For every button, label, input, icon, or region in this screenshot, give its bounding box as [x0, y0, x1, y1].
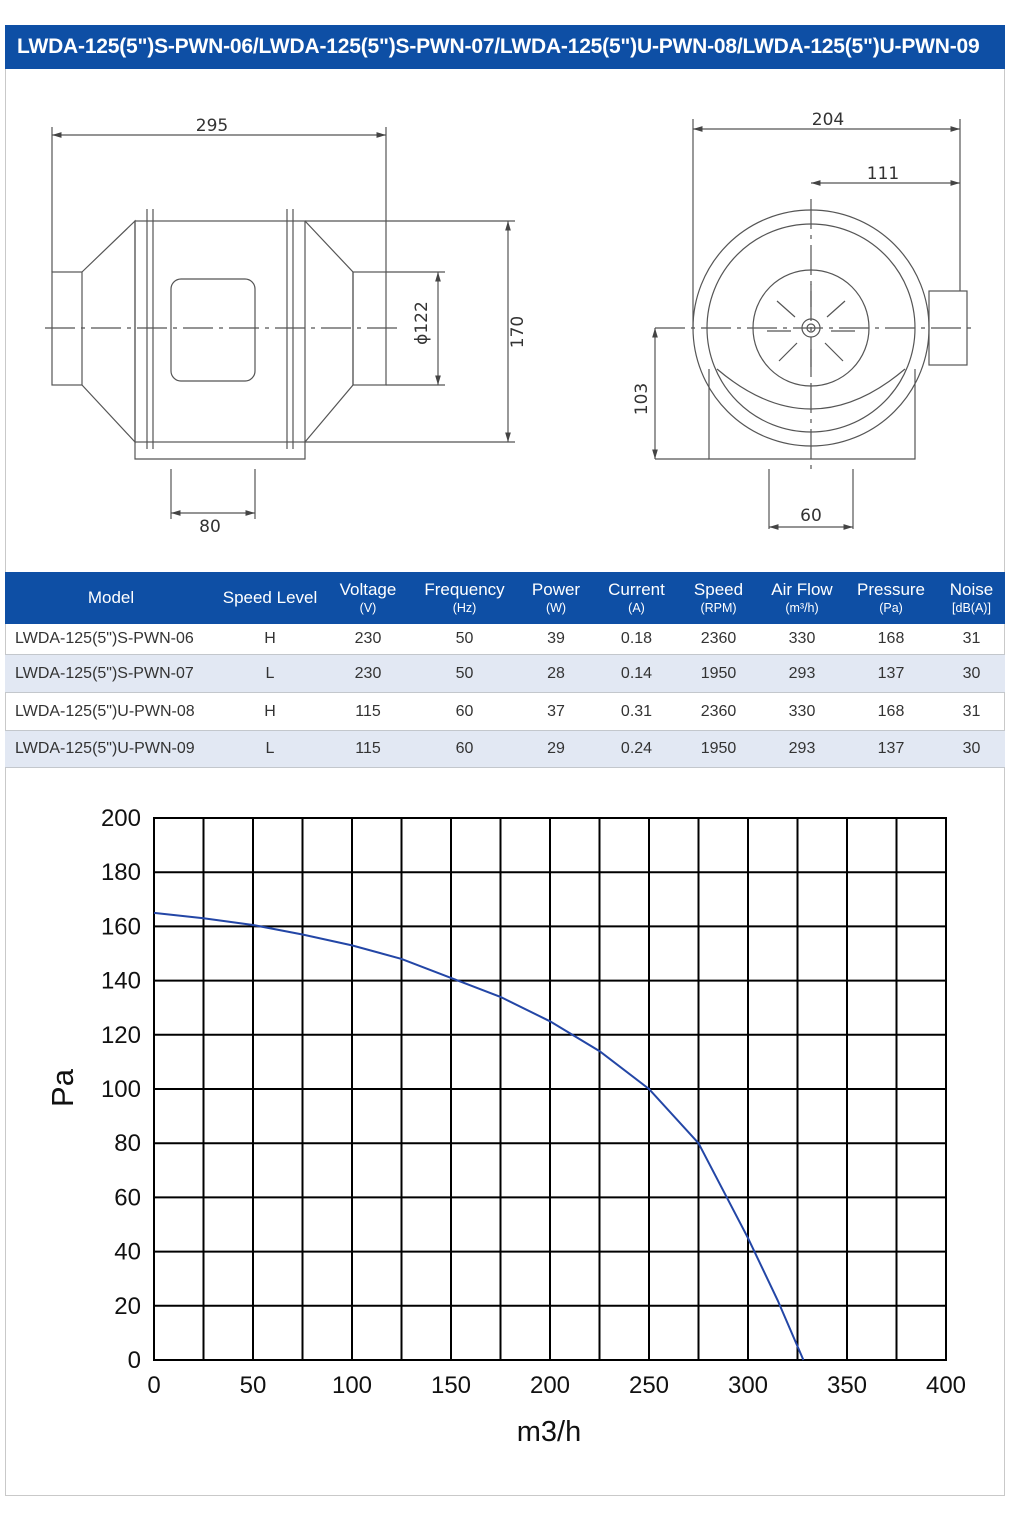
y-tick-label: 20: [114, 1292, 141, 1320]
y-tick-label: 120: [100, 1021, 141, 1049]
y-tick-label: 80: [114, 1130, 141, 1158]
col-header-frequency: Frequency (Hz): [413, 572, 516, 624]
cell-model: LWDA-125(5")S-PWN-06: [5, 624, 217, 655]
cell-power: 28: [516, 655, 596, 693]
cell-pressure: 137: [844, 655, 938, 693]
cell-speed: 1950: [677, 731, 760, 768]
cell-model: LWDA-125(5")U-PWN-09: [5, 731, 217, 768]
pressure-airflow-chart: [5, 768, 1005, 1488]
x-tick-label: 400: [925, 1372, 967, 1399]
y-axis-label: Pa: [45, 1069, 80, 1107]
dimension-drawing: [5, 69, 1005, 572]
cell-voltage: 115: [323, 731, 413, 768]
cell-speed-level: L: [217, 731, 323, 768]
col-header-speed-level: Speed Level: [217, 572, 323, 624]
dim-foot-80: 80: [199, 517, 221, 537]
cell-voltage: 230: [323, 655, 413, 693]
cell-frequency: 50: [413, 624, 516, 655]
table-row: [5, 731, 1005, 768]
cell-voltage: 230: [323, 624, 413, 655]
cell-speed-level: H: [217, 693, 323, 731]
dim-foot-60: 60: [800, 506, 822, 526]
side-dimension-lines: [52, 135, 508, 513]
x-tick-label: 200: [529, 1372, 571, 1399]
y-tick-label: 140: [100, 967, 141, 995]
col-header-speed: Speed (RPM): [677, 572, 760, 624]
cell-model: LWDA-125(5")S-PWN-07: [5, 655, 217, 693]
dim-center-103: 103: [632, 382, 652, 416]
cell-current: 0.18: [596, 624, 677, 655]
y-tick-label: 200: [100, 805, 141, 832]
dim-width-204: 204: [811, 110, 845, 130]
cell-air-flow: 293: [760, 655, 844, 693]
cell-frequency: 50: [413, 655, 516, 693]
cell-pressure: 137: [844, 731, 938, 768]
cell-pressure: 168: [844, 693, 938, 731]
x-tick-label: 100: [331, 1372, 373, 1399]
cell-current: 0.31: [596, 693, 677, 731]
cell-model: LWDA-125(5")U-PWN-08: [5, 693, 217, 731]
cell-speed: 2360: [677, 624, 760, 655]
cell-current: 0.24: [596, 731, 677, 768]
cell-air-flow: 330: [760, 624, 844, 655]
cell-air-flow: 330: [760, 693, 844, 731]
cell-voltage: 115: [323, 693, 413, 731]
col-header-voltage: Voltage (V): [323, 572, 413, 624]
dim-height-170: 170: [508, 315, 528, 349]
cell-frequency: 60: [413, 731, 516, 768]
dim-offset-111: 111: [866, 164, 900, 184]
cell-power: 39: [516, 624, 596, 655]
dim-diameter-122: ϕ122: [412, 301, 432, 345]
spec-table: [5, 572, 1005, 768]
cell-speed: 2360: [677, 693, 760, 731]
x-tick-label: 300: [727, 1372, 769, 1399]
cell-power: 29: [516, 731, 596, 768]
cell-current: 0.14: [596, 655, 677, 693]
cell-power: 37: [516, 693, 596, 731]
table-header-row: [5, 572, 1005, 624]
cell-noise: 30: [938, 731, 1005, 768]
cell-pressure: 168: [844, 624, 938, 655]
col-header-air-flow: Air Flow (m³/h): [760, 572, 844, 624]
col-header-pressure: Pressure (Pa): [844, 572, 938, 624]
y-tick-label: 60: [114, 1184, 141, 1212]
table-row: [5, 624, 1005, 655]
cell-speed-level: H: [217, 624, 323, 655]
cell-noise: 31: [938, 624, 1005, 655]
col-header-model: Model: [5, 572, 217, 624]
page-title: LWDA-125(5")S-PWN-06/LWDA-125(5")S-PWN-07/LWDA-125(5")U-PWN-08/LWDA-125(5")U-PWN-09: [5, 25, 1005, 69]
cell-speed-level: L: [217, 655, 323, 693]
table-row: [5, 693, 1005, 731]
dim-length-295: 295: [195, 116, 229, 136]
side-view: [45, 127, 515, 519]
chart-ticks: [101, 805, 966, 1399]
y-tick-label: 100: [100, 1076, 141, 1103]
col-header-noise: Noise [dB(A)]: [938, 572, 1005, 624]
cell-noise: 30: [938, 655, 1005, 693]
col-header-power: Power (W): [516, 572, 596, 624]
cell-frequency: 60: [413, 693, 516, 731]
y-tick-label: 180: [100, 859, 141, 887]
table-row: [5, 655, 1005, 693]
x-tick-label: 150: [430, 1372, 472, 1399]
col-header-current: Current (A): [596, 572, 677, 624]
y-tick-label: 0: [127, 1347, 141, 1374]
x-tick-label: 50: [239, 1372, 267, 1399]
front-view: [655, 119, 975, 529]
x-tick-label: 0: [147, 1372, 161, 1399]
y-tick-label: 40: [114, 1238, 141, 1266]
x-tick-label: 250: [628, 1372, 670, 1399]
x-axis-label: m3/h: [516, 1416, 582, 1448]
x-tick-label: 350: [826, 1372, 868, 1399]
y-tick-label: 160: [100, 913, 141, 941]
cell-air-flow: 293: [760, 731, 844, 768]
chart-grid: [154, 818, 946, 1360]
cell-noise: 31: [938, 693, 1005, 731]
cell-speed: 1950: [677, 655, 760, 693]
